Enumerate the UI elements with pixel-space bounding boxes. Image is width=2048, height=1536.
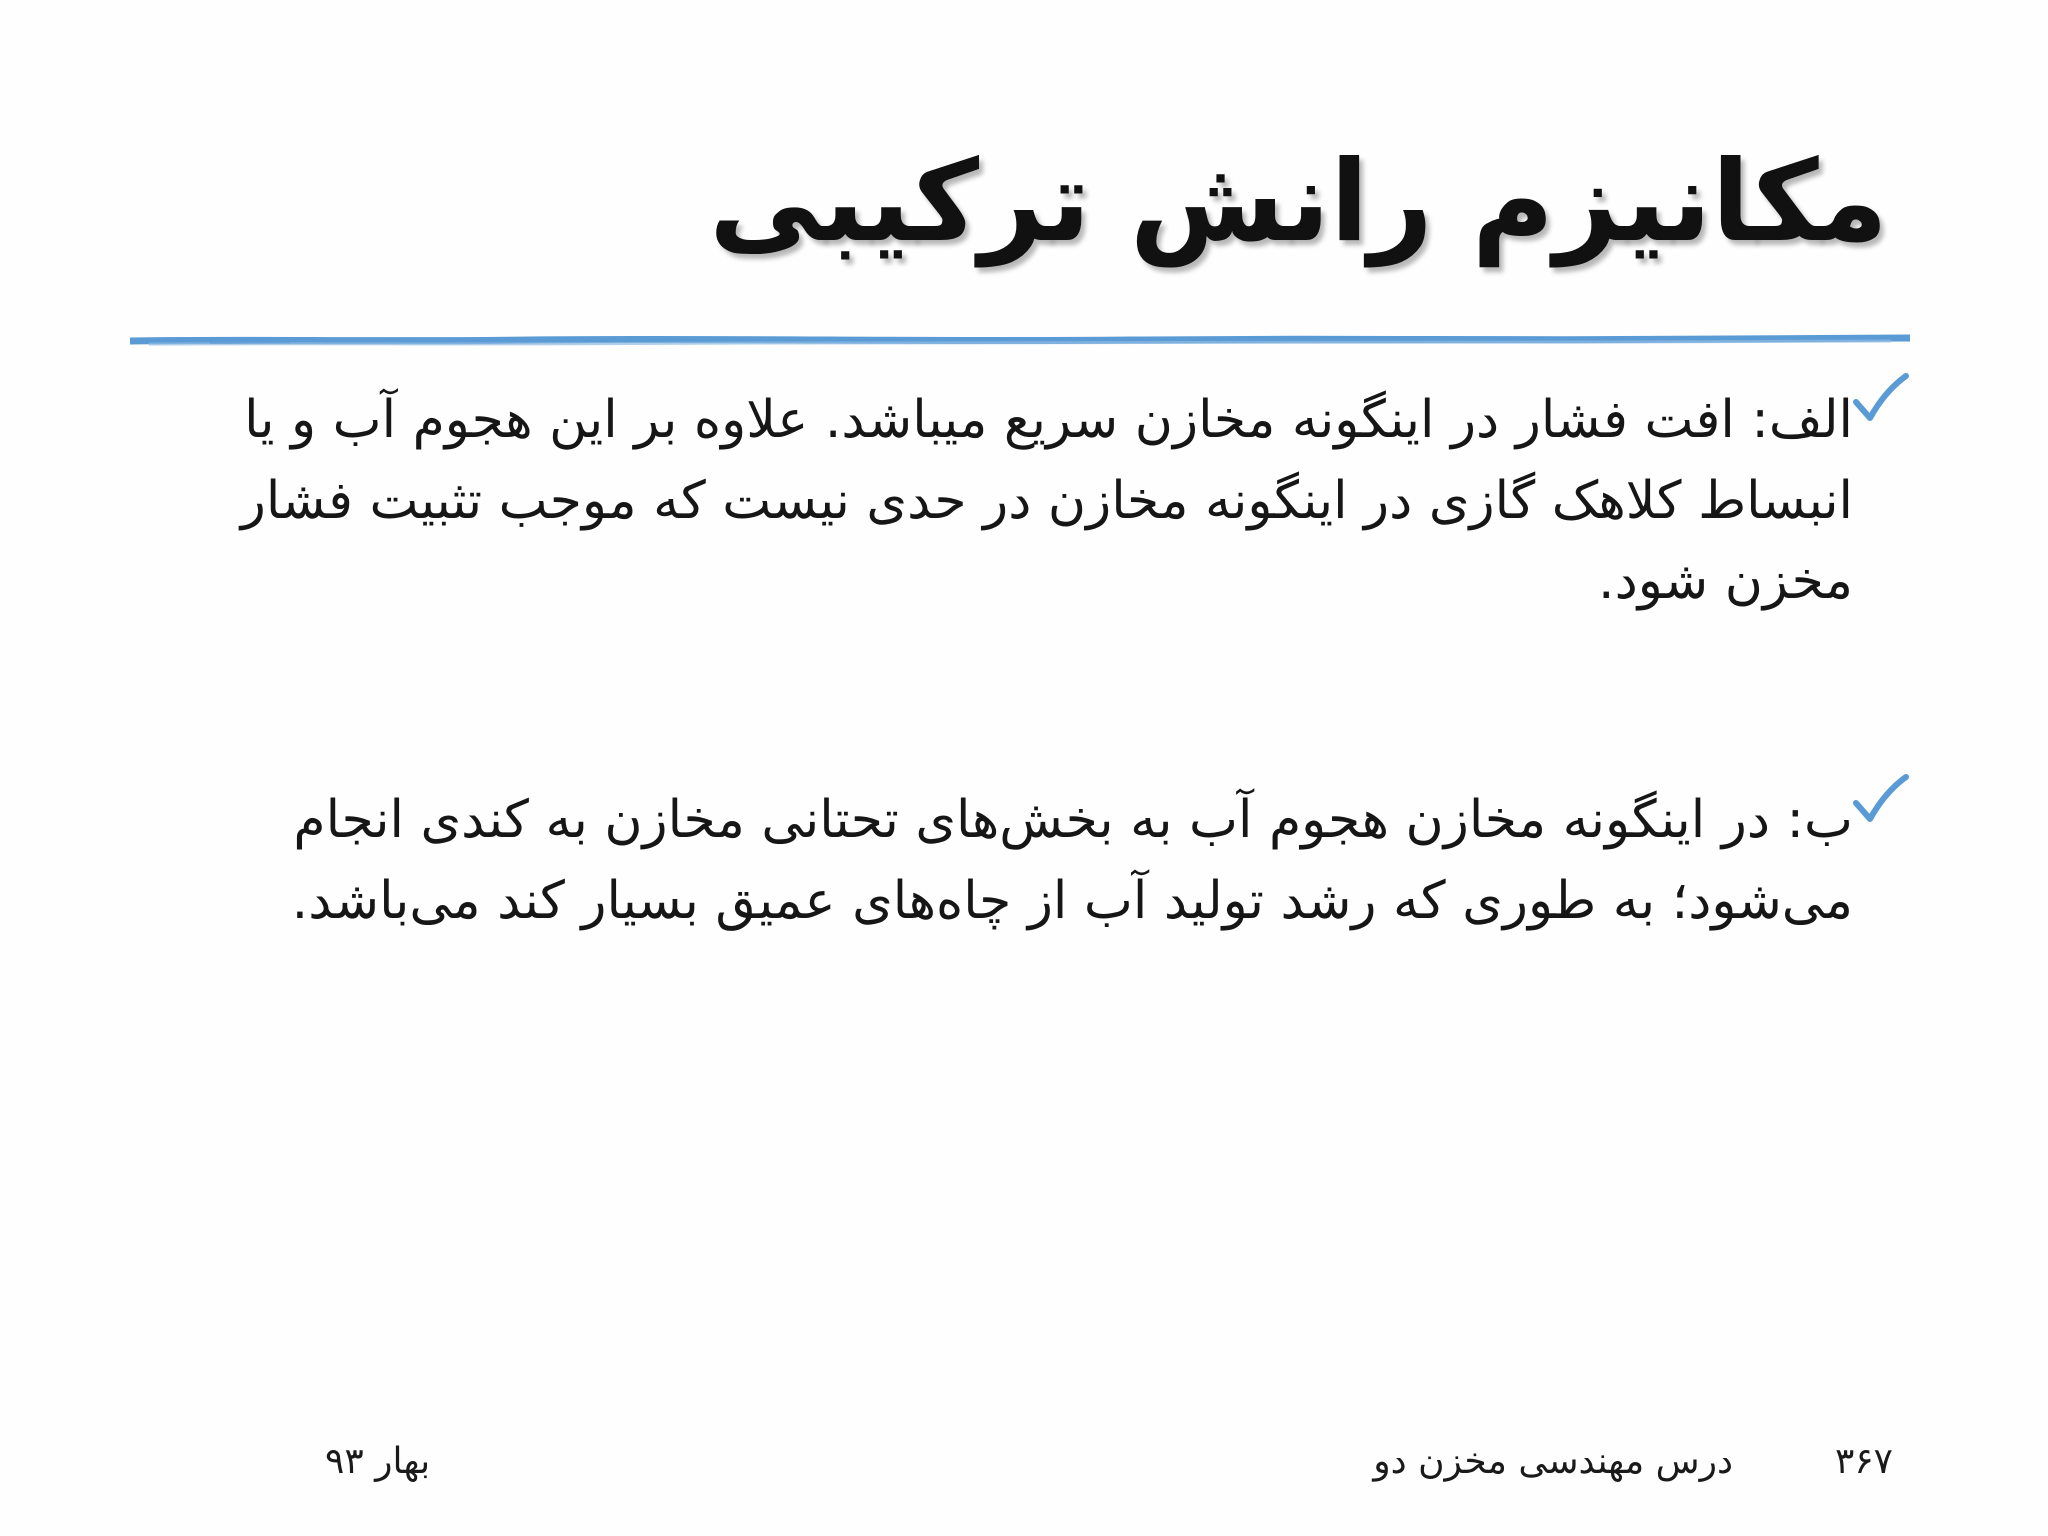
checkmark-icon — [1850, 773, 1910, 829]
footer-semester: بهار ۹۳ — [325, 1441, 431, 1482]
bullet-item: الف: افت فشار در اینگونه مخازن سریع میباشد. علاوه بر این هجوم آب و یا انبساط کلاهک گازی در اینگونه مخازن در حدی نیست که موجب تثبیت فشار مخزن شود. — [240, 390, 1853, 612]
checkmark-icon — [1850, 372, 1910, 428]
footer-course-title: درس مهندسی مخزن دو — [1373, 1441, 1733, 1482]
bullet-item: ب: در اینگونه مخازن هجوم آب به بخش‌های تحتانی مخازن به کندی انجام می‌شود؛ به طوری که رشد تولید آب از چاه‌های عمیق بسیار کند می‌باشد. — [291, 790, 1853, 931]
page-number: ۳۶۷ — [1834, 1441, 1893, 1482]
slide-title: مکانیزم رانش ترکیبی — [709, 137, 1888, 267]
title-underline — [130, 330, 1910, 352]
